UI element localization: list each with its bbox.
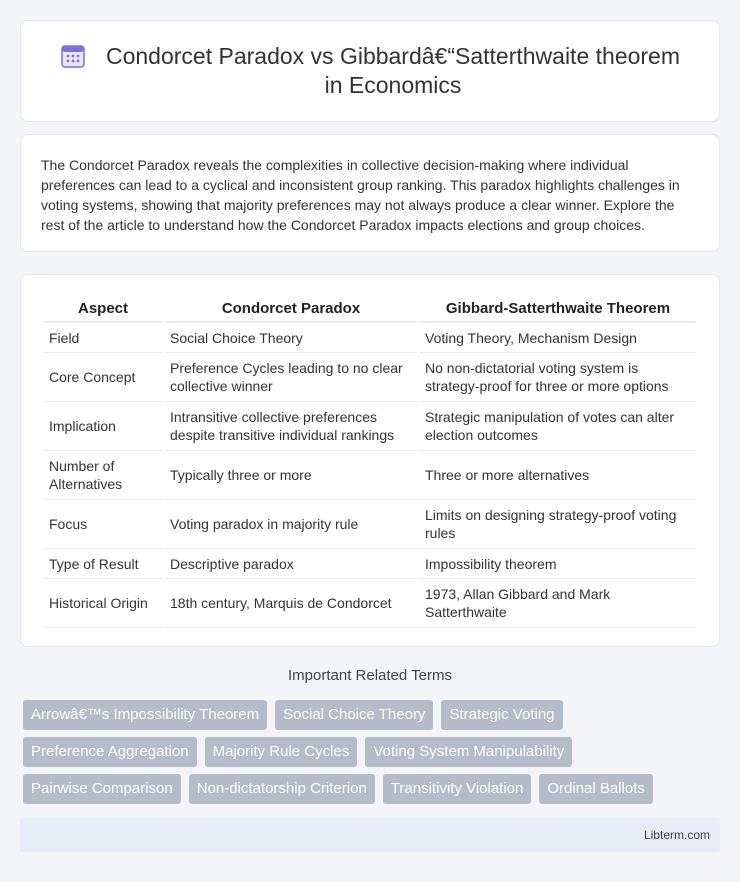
table-cell: Voting paradox in majority rule — [165, 500, 417, 549]
tag-arrows-impossibility[interactable]: Arrowâ€™s Impossibility Theorem — [23, 700, 267, 730]
table-cell: Voting Theory, Mechanism Design — [420, 323, 696, 353]
table-cell: Intransitive collective preferences despite transitive individual rankings — [165, 402, 417, 451]
table-cell: Three or more alternatives — [420, 451, 696, 500]
tag-preference-aggregation[interactable]: Preference Aggregation — [23, 737, 197, 767]
related-terms-tags — [23, 700, 723, 811]
calendar-icon — [60, 43, 86, 69]
tag-row — [23, 700, 723, 730]
tag-row — [23, 774, 723, 804]
tag-ordinal-ballots[interactable]: Ordinal Ballots — [539, 774, 653, 804]
table-cell: Historical Origin — [44, 579, 162, 628]
header-card — [20, 20, 720, 122]
table-cell: Core Concept — [44, 353, 162, 402]
intro-text: The Condorcet Paradox reveals the complexities in collective decision-making where individual preferences can lead to a cyclical and inconsistent group ranking. This paradox highlights challenges in voting systems, showing that majority preferences may not always produce a clear winner. Explore the rest of the article to understand how the Condorcet Paradox impacts elections and group choices. — [41, 157, 680, 233]
tag-transitivity-violation[interactable]: Transitivity Violation — [383, 774, 532, 804]
table-row — [44, 549, 696, 579]
table-row — [44, 451, 696, 500]
page-title-line1: Condorcet Paradox vs Gibbardâ€“Satterthwaite theorem — [105, 43, 681, 69]
table-cell: Impossibility theorem — [420, 549, 696, 579]
table-header-row — [44, 295, 696, 323]
tag-majority-rule-cycles[interactable]: Majority Rule Cycles — [205, 737, 358, 767]
header-condorcet: Condorcet Paradox — [165, 295, 417, 323]
footer — [20, 818, 720, 852]
table-cell: 18th century, Marquis de Condorcet — [165, 579, 417, 628]
table-cell: Limits on designing strategy-proof voting rules — [420, 500, 696, 549]
comparison-table-card — [20, 274, 720, 647]
table-cell: Type of Result — [44, 549, 162, 579]
tag-social-choice-theory[interactable]: Social Choice Theory — [275, 700, 433, 730]
table-row — [44, 323, 696, 353]
header-aspect: Aspect — [44, 295, 162, 323]
table-cell: Preference Cycles leading to no clear collective winner — [165, 353, 417, 402]
table-row — [44, 353, 696, 402]
table-row — [44, 402, 696, 451]
page-title-line2: in Economics — [324, 72, 462, 98]
table-cell: Focus — [44, 500, 162, 549]
tag-non-dictatorship[interactable]: Non-dictatorship Criterion — [189, 774, 375, 804]
header-gibbard: Gibbard-Satterthwaite Theorem — [420, 295, 696, 323]
page-title — [106, 42, 680, 100]
table-cell: Field — [44, 323, 162, 353]
comparison-table — [41, 295, 699, 628]
table-cell: Typically three or more — [165, 451, 417, 500]
table-cell: Social Choice Theory — [165, 323, 417, 353]
table-cell: Descriptive paradox — [165, 549, 417, 579]
table-row — [44, 500, 696, 549]
table-cell: Strategic manipulation of votes can alter election outcomes — [420, 402, 696, 451]
table-cell: Implication — [44, 402, 162, 451]
table-cell: 1973, Allan Gibbard and Mark Satterthwaite — [420, 579, 696, 628]
footer-site-link[interactable]: Libterm.com — [643, 828, 710, 842]
tag-strategic-voting[interactable]: Strategic Voting — [441, 700, 562, 730]
table-cell: No non-dictatorial voting system is strategy-proof for three or more options — [420, 353, 696, 402]
table-cell: Number of Alternatives — [44, 451, 162, 500]
tag-row — [23, 737, 723, 767]
related-terms-title: Important Related Terms — [288, 667, 452, 684]
tag-pairwise-comparison[interactable]: Pairwise Comparison — [23, 774, 181, 804]
tag-voting-system-manipulability[interactable]: Voting System Manipulability — [365, 737, 572, 767]
table-row — [44, 579, 696, 628]
intro-card — [20, 134, 720, 252]
